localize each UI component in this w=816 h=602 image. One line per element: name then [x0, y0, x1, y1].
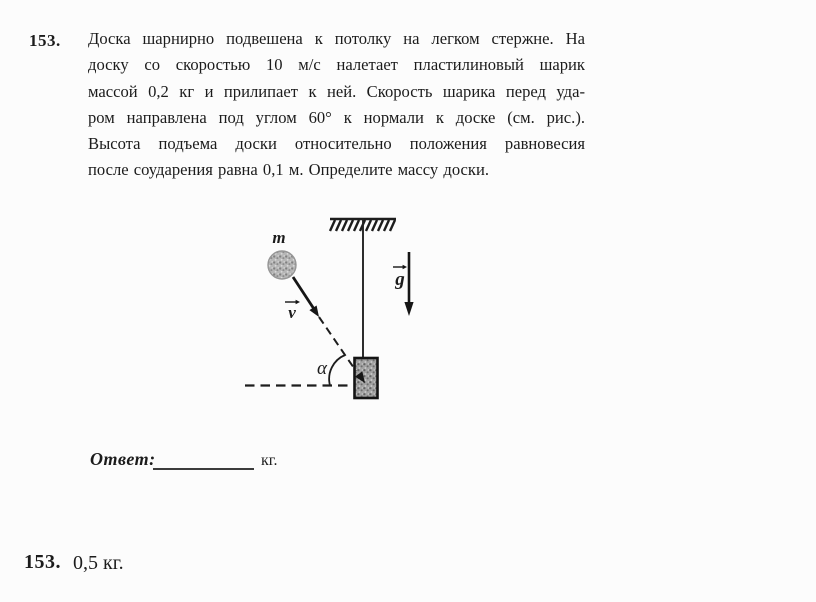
- velocity-label: v: [288, 303, 296, 322]
- answer-label: Ответ:: [90, 449, 156, 469]
- angle-label: α: [317, 358, 327, 379]
- problem-number: 153.: [29, 31, 61, 50]
- answer-unit: кг.: [261, 452, 278, 469]
- solution-value: 0,5 кг.: [73, 552, 124, 574]
- velocity-vector: [293, 277, 319, 317]
- problem-line: Доска шарнирно подвешена к потолку на легком стержне. На: [88, 29, 585, 48]
- problem-line: Высота подъема доски относительно положения равновесия: [88, 134, 585, 154]
- gravity-vector: [404, 252, 413, 316]
- angle-arc: [329, 355, 345, 386]
- problem-line: доску со скоростью 10 м/с налетает пластилиновый шарик: [88, 55, 585, 75]
- gravity-label: g: [395, 269, 405, 290]
- problem-line: массой 0,2 кг и прилипает к ней. Скорость шарика перед уда-: [88, 81, 585, 101]
- answer-blank: [153, 448, 254, 470]
- problem-line: после соударения равна 0,1 м. Определите массу доски.: [88, 160, 489, 180]
- solution-number: 153.: [24, 551, 61, 573]
- mass-label: m: [272, 228, 286, 247]
- problem-text: [88, 26, 585, 184]
- problem-figure: [225, 195, 435, 410]
- ball: [268, 251, 296, 279]
- problem-line: ром направлена под углом 60° к нормали к доске (см. рис.).: [88, 107, 585, 127]
